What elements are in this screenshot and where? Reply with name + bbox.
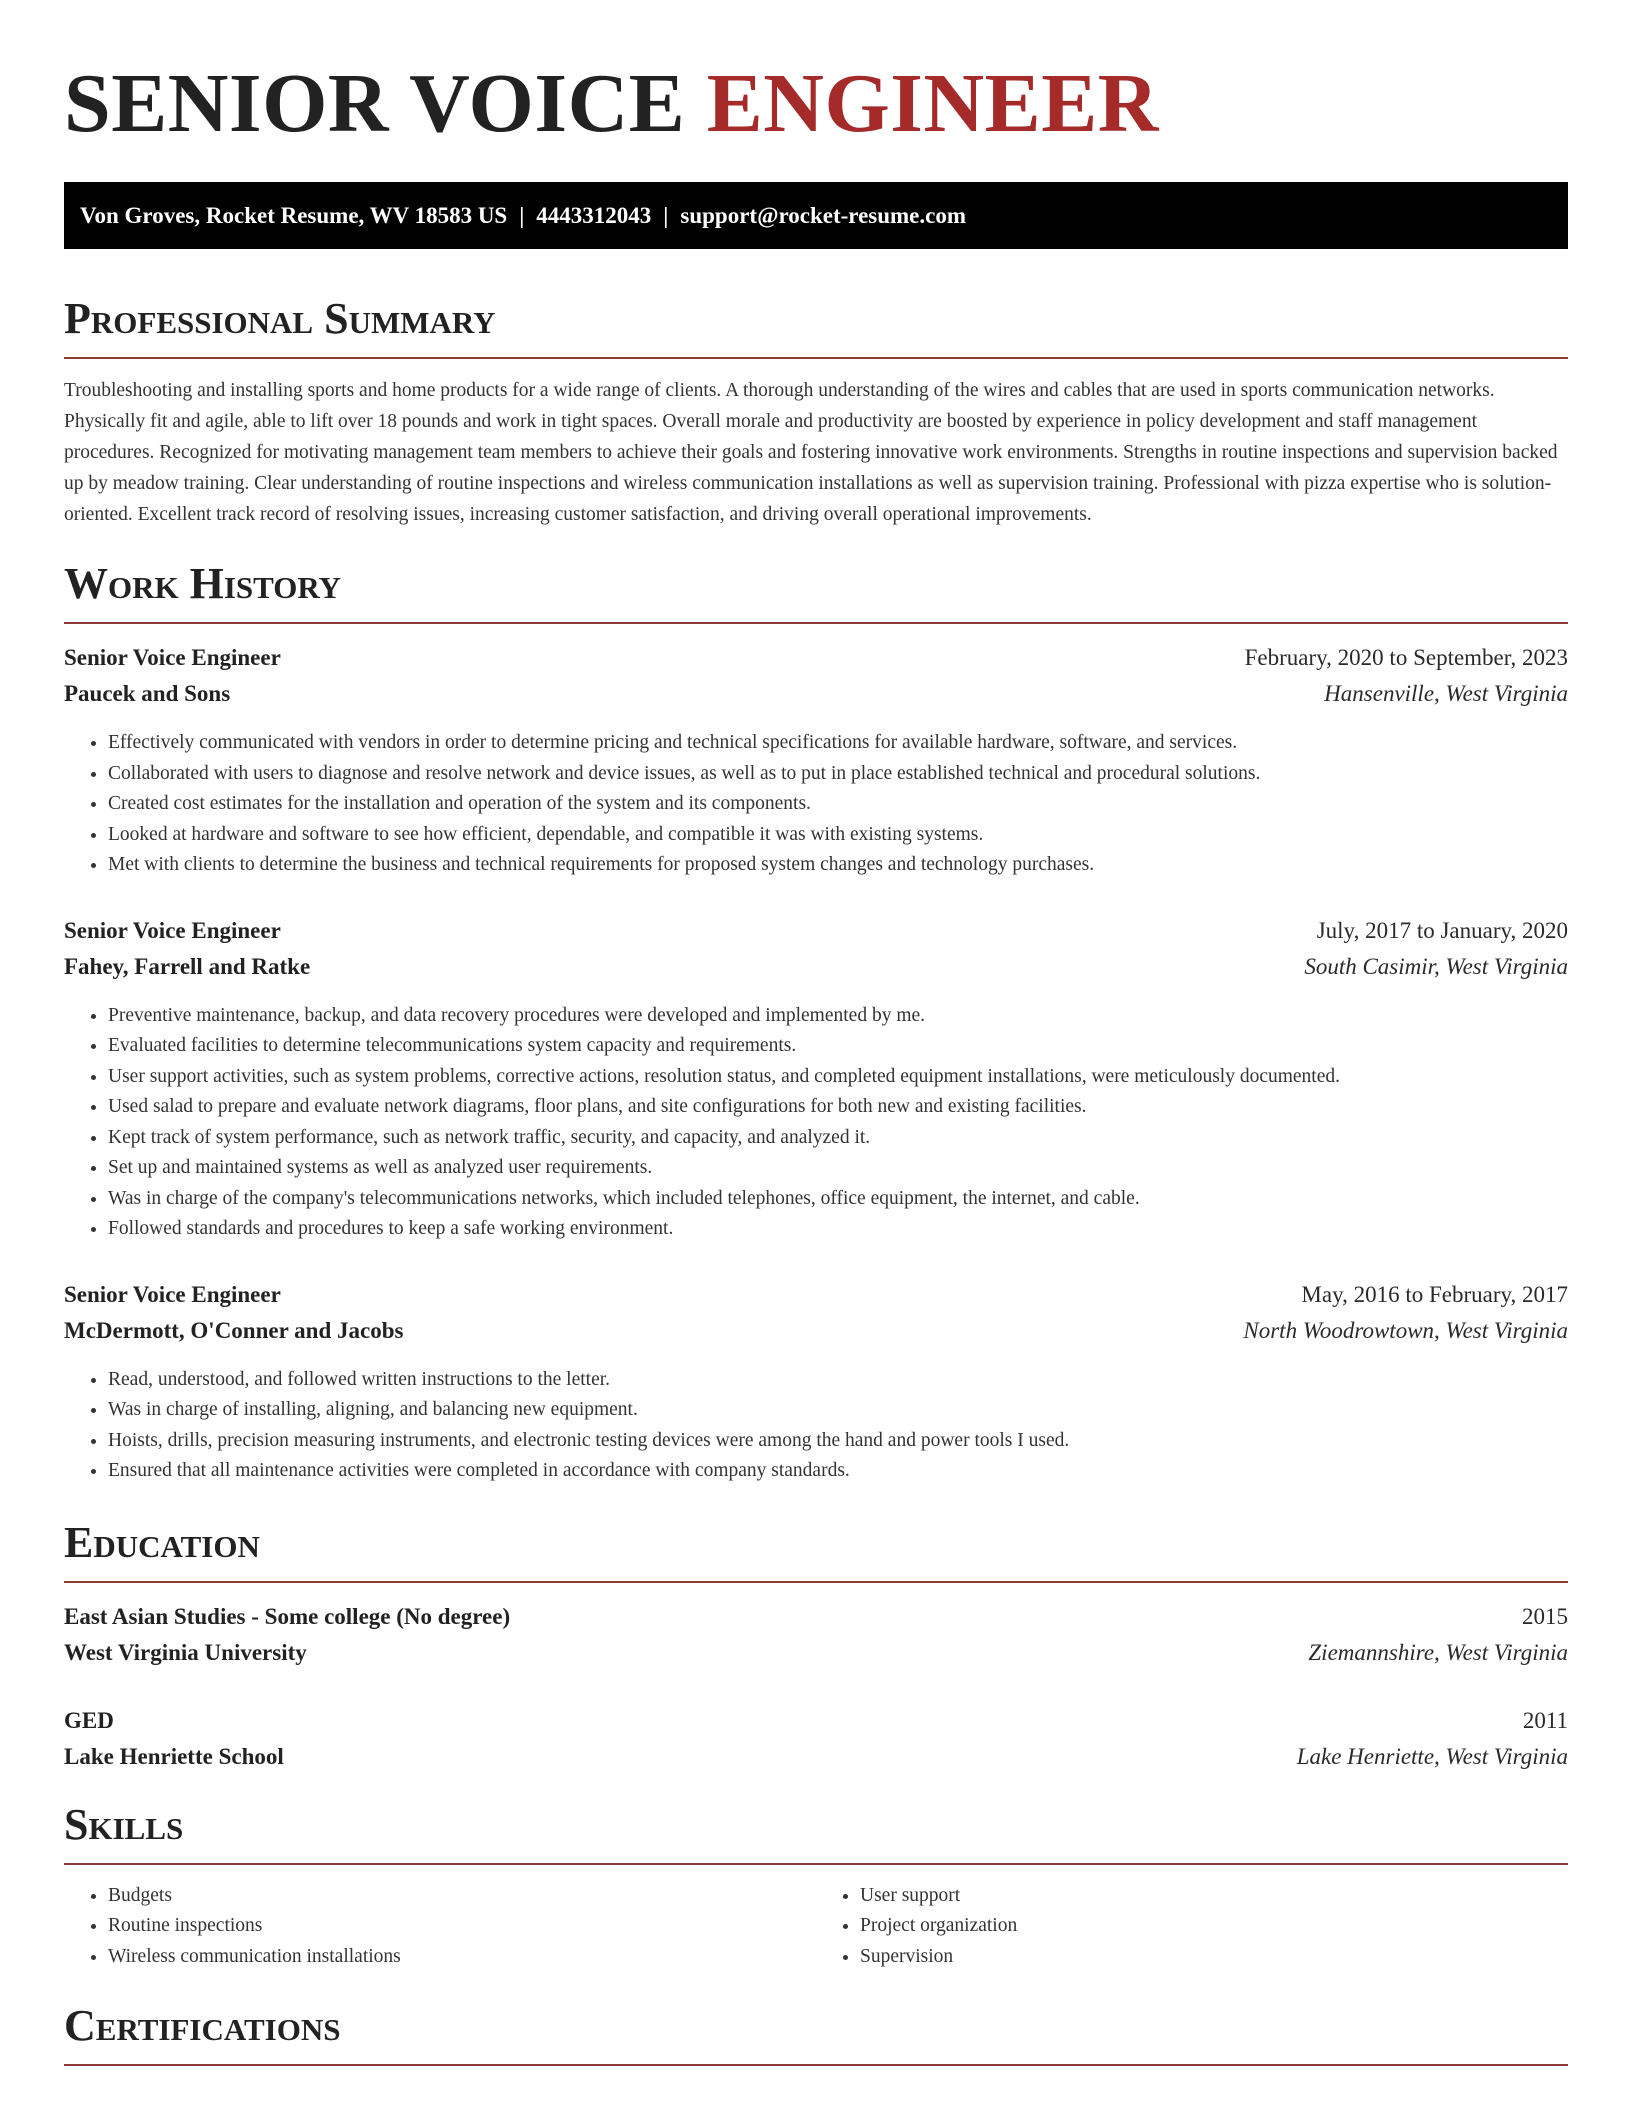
job-company-row xyxy=(64,1313,1568,1349)
contact-separator: | xyxy=(663,203,669,228)
section-heading-education: Education xyxy=(64,1517,1568,1583)
job-entry xyxy=(64,640,1568,881)
skills-column-left xyxy=(64,1881,816,1973)
job-title: Senior Voice Engineer xyxy=(64,645,281,670)
education-school-row xyxy=(64,1739,1568,1775)
job-dates: May, 2016 to February, 2017 xyxy=(1301,1281,1568,1307)
education-year: 2015 xyxy=(1522,1603,1568,1629)
contact-separator: | xyxy=(519,203,525,228)
job-bullet: • Ensured that all maintenance activities were completed in accordance with company standards. xyxy=(108,1456,1568,1487)
education-location: Ziemannshire, West Virginia xyxy=(1308,1639,1568,1665)
job-bullet: • Preventive maintenance, backup, and data recovery procedures were developed and implemented by me. xyxy=(108,1001,1568,1032)
skill-item: • User support xyxy=(860,1881,1568,1912)
title-accent: ENGINEER xyxy=(706,57,1159,150)
title-main: SENIOR VOICE xyxy=(64,57,686,150)
skill-item: • Budgets xyxy=(108,1881,816,1912)
contact-phone[interactable]: 4443312043 xyxy=(536,203,652,228)
job-bullets xyxy=(64,728,1568,881)
job-company: McDermott, O'Conner and Jacobs xyxy=(64,1317,404,1343)
job-location: South Casimir, West Virginia xyxy=(1304,953,1568,979)
job-title: Senior Voice Engineer xyxy=(64,1281,281,1307)
skills-list xyxy=(64,1881,1568,1973)
job-company-row xyxy=(64,676,1568,712)
job-bullet: • Met with clients to determine the business and technical requirements for proposed system changes and technology purchases. xyxy=(108,850,1568,881)
job-company: Paucek and Sons xyxy=(64,681,231,706)
job-bullet: • Looked at hardware and software to see how efficient, dependable, and compatible it was with existing systems. xyxy=(108,820,1568,851)
job-bullet: • Read, understood, and followed written instructions to the letter. xyxy=(108,1365,1568,1396)
job-dates: July, 2017 to January, 2020 xyxy=(1316,917,1568,943)
summary-text: Troubleshooting and installing sports and home products for a wide range of clients. A thorough understanding of the wires and cables that are used in sports communication networks. Physically fit and agile, able to lift over 18 pounds and work in tight spaces. Overall morale and productivity are boosted by experience in policy development and staff management procedures. Recognized for motivating management team members to achieve their goals and fostering innovative work environments. Strengths in routine inspections and supervision backed up by meadow training. Clear understanding of routine inspections and wireless communication installations as well as supervision training. Professional with pizza expertise who is solution-oriented. Excellent track record of resolving issues, increasing customer satisfaction, and driving overall operational improvements. xyxy=(64,380,1558,525)
job-bullet: • Used salad to prepare and evaluate network diagrams, floor plans, and site configurations for both new and existing facilities. xyxy=(108,1092,1568,1123)
education-degree: East Asian Studies - Some college (No degree) xyxy=(64,1603,511,1629)
skill-item: • Wireless communication installations xyxy=(108,1942,816,1973)
job-bullet: • Evaluated facilities to determine telecommunications system capacity and requirements. xyxy=(108,1031,1568,1062)
job-bullet: • Created cost estimates for the installation and operation of the system and its components. xyxy=(108,789,1568,820)
contact-address: Von Groves, Rocket Resume, WV 18583 US xyxy=(80,203,508,228)
job-header-row xyxy=(64,640,1568,676)
education-year: 2011 xyxy=(1522,1707,1568,1733)
job-bullet: • Was in charge of the company's telecommunications networks, which included telephones, office equipment, the internet, and cable. xyxy=(108,1184,1568,1215)
job-bullet: • Was in charge of installing, aligning, and balancing new equipment. xyxy=(108,1395,1568,1426)
job-bullet: • User support activities, such as system problems, corrective actions, resolution status, and completed equipment installations, were meticulously documented. xyxy=(108,1062,1568,1093)
education-degree-row xyxy=(64,1599,1568,1635)
job-entry xyxy=(64,1277,1568,1487)
section-heading-certifications: Certifications xyxy=(64,2000,1568,2066)
education-entry xyxy=(64,1599,1568,1671)
section-heading-work-history: Work History xyxy=(64,558,1568,624)
job-location: North Woodrowtown, West Virginia xyxy=(1243,1317,1568,1343)
education-school: Lake Henriette School xyxy=(64,1743,284,1769)
skill-item: • Project organization xyxy=(860,1911,1568,1942)
contact-email[interactable]: support@rocket-resume.com xyxy=(680,203,967,228)
job-bullet: • Hoists, drills, precision measuring instruments, and electronic testing devices were among the hand and power tools I used. xyxy=(108,1426,1568,1457)
job-company: Fahey, Farrell and Ratke xyxy=(64,953,311,979)
job-header-row xyxy=(64,913,1568,949)
section-heading-summary: Professional Summary xyxy=(64,293,1568,359)
job-bullet: • Kept track of system performance, such as network traffic, security, and capacity, and analyzed it. xyxy=(108,1123,1568,1154)
job-title: Senior Voice Engineer xyxy=(64,917,281,943)
section-heading-skills: Skills xyxy=(64,1799,1568,1865)
job-company-row xyxy=(64,949,1568,985)
job-bullets xyxy=(64,1001,1568,1245)
job-location: Hansenville, West Virginia xyxy=(1324,681,1568,706)
education-degree-row xyxy=(64,1703,1568,1739)
contact-bar xyxy=(64,182,1568,249)
resume-title xyxy=(64,0,1568,150)
job-bullet: • Followed standards and procedures to keep a safe working environment. xyxy=(108,1214,1568,1245)
job-entry xyxy=(64,913,1568,1245)
skills-column-right xyxy=(816,1881,1568,1973)
job-bullet: • Set up and maintained systems as well as analyzed user requirements. xyxy=(108,1153,1568,1184)
education-entry xyxy=(64,1703,1568,1775)
education-school: West Virginia University xyxy=(64,1639,307,1665)
job-bullets xyxy=(64,1365,1568,1487)
job-bullet: • Effectively communicated with vendors in order to determine pricing and technical specifications for available hardware, software, and services. xyxy=(108,728,1568,759)
skill-item: • Supervision xyxy=(860,1942,1568,1973)
job-dates: February, 2020 to September, 2023 xyxy=(1244,645,1568,670)
education-degree: GED xyxy=(64,1707,114,1733)
education-school-row xyxy=(64,1635,1568,1671)
job-bullet: • Collaborated with users to diagnose and resolve network and device issues, as well as to put in place established technical and procedural solutions. xyxy=(108,759,1568,790)
education-location: Lake Henriette, West Virginia xyxy=(1296,1743,1568,1769)
skill-item: • Routine inspections xyxy=(108,1911,816,1942)
job-header-row xyxy=(64,1277,1568,1313)
